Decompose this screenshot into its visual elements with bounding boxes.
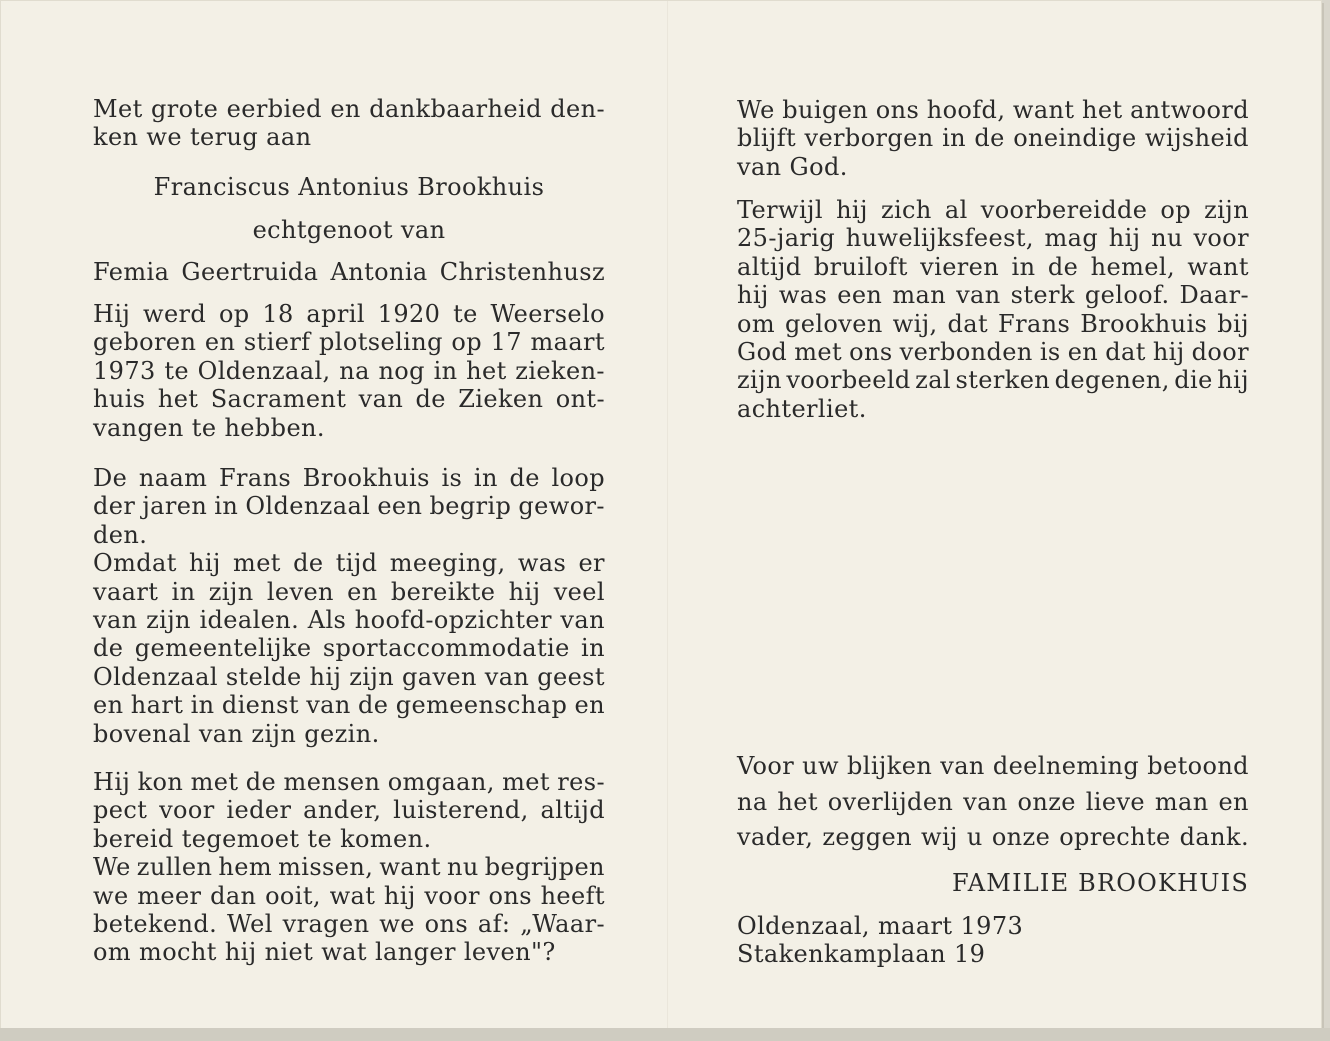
word: de xyxy=(245,768,277,796)
word: ons xyxy=(424,910,469,939)
word: meer xyxy=(137,881,202,910)
text-line xyxy=(93,328,605,356)
word: de xyxy=(93,634,124,663)
word: voor xyxy=(424,881,480,910)
text-line: bereid tegemoet te komen. xyxy=(93,824,432,853)
word: van xyxy=(963,787,1008,816)
word: hij xyxy=(1152,338,1185,367)
family-signature xyxy=(737,869,1249,897)
word: begrip xyxy=(429,492,512,521)
text-line xyxy=(737,785,1249,821)
word: zijn xyxy=(1204,196,1249,224)
word: blijft xyxy=(737,124,797,153)
text-line xyxy=(93,768,605,796)
word: op xyxy=(1160,196,1192,224)
word: hij xyxy=(309,662,342,691)
word: man xyxy=(1154,787,1209,816)
word: vragen xyxy=(282,910,370,939)
word: en xyxy=(93,691,124,720)
text-line xyxy=(93,853,605,881)
word: de xyxy=(358,691,389,720)
word: we xyxy=(93,881,129,910)
word: 1973 xyxy=(93,356,156,385)
word: met xyxy=(794,338,843,367)
address-block xyxy=(737,912,1249,969)
word: in xyxy=(942,124,966,153)
word: hart xyxy=(130,691,184,720)
word: man xyxy=(892,281,947,310)
word: degenen, xyxy=(1054,366,1170,395)
text-line xyxy=(737,310,1249,338)
word: We xyxy=(737,96,775,124)
text-line: vangen te hebben. xyxy=(93,413,325,442)
word: na xyxy=(737,787,768,816)
word: Oldenzaal xyxy=(245,492,371,521)
word: geest xyxy=(537,662,605,691)
word: zich xyxy=(880,196,932,224)
text-line xyxy=(93,549,605,577)
word: lieve xyxy=(1085,787,1146,816)
word: sportaccommodatie xyxy=(322,634,570,663)
word: pect xyxy=(93,796,148,825)
word: 1920 xyxy=(377,300,441,328)
word: Voor xyxy=(737,752,795,780)
family-signature-text: FAMILIE BROOKHUIS xyxy=(952,869,1249,897)
text-line xyxy=(737,366,1249,394)
word: altijd xyxy=(540,796,605,825)
word: in xyxy=(473,464,498,492)
word: Antonia xyxy=(330,258,428,286)
text-line xyxy=(737,253,1249,281)
word: verborgen xyxy=(804,124,934,153)
word: Omdat xyxy=(93,549,177,578)
word: van xyxy=(358,385,404,414)
word: maart xyxy=(530,328,605,357)
word: dan xyxy=(210,881,257,910)
text-line xyxy=(93,606,605,634)
word: stierf xyxy=(243,328,311,357)
word: gemeenschap xyxy=(395,691,568,720)
text-line xyxy=(93,663,605,691)
word: van xyxy=(560,606,605,635)
word: omgaan, xyxy=(387,768,495,796)
word: oprechte xyxy=(1059,823,1171,851)
text-line xyxy=(93,464,605,492)
word: Femia xyxy=(93,258,170,286)
word: het xyxy=(466,356,507,385)
word: en xyxy=(1067,338,1099,367)
text-line: van God. xyxy=(737,152,848,181)
thanks-paragraph xyxy=(737,749,1249,856)
word: was xyxy=(778,281,828,310)
word: ont- xyxy=(555,385,605,414)
word: zieken- xyxy=(515,356,605,385)
word: sterken xyxy=(955,366,1051,395)
text-line xyxy=(93,796,605,824)
word: betekend. xyxy=(93,910,218,939)
word: altijd xyxy=(737,252,802,281)
word: loop xyxy=(551,464,605,492)
word: het xyxy=(777,787,818,816)
deceased-name xyxy=(93,173,605,201)
word: nu xyxy=(446,853,479,882)
word: er xyxy=(578,549,605,578)
word: want xyxy=(1187,252,1249,281)
word: missen, xyxy=(278,853,374,882)
word: hij xyxy=(1217,366,1249,395)
card-shadow xyxy=(0,1028,1330,1041)
word: op xyxy=(218,300,250,328)
word: hij xyxy=(836,196,868,224)
word: verbonden xyxy=(899,338,1033,367)
word: Oldenzaal xyxy=(93,662,218,691)
word: nu xyxy=(1151,224,1183,253)
word: gemeentelijke xyxy=(134,634,312,663)
word: april xyxy=(306,300,365,328)
word: betoond xyxy=(1147,752,1249,780)
text-line xyxy=(737,281,1249,309)
word: hem xyxy=(218,853,273,882)
word: en xyxy=(1218,787,1249,816)
word: Brookhuis xyxy=(302,464,430,492)
word: dank. xyxy=(1179,823,1249,851)
word: we xyxy=(379,910,415,939)
word: onze xyxy=(1017,787,1076,816)
place-date: Oldenzaal, maart 1973 xyxy=(737,912,1024,940)
word: is xyxy=(441,464,463,492)
anniversary-paragraph xyxy=(737,196,1249,423)
word: zullen xyxy=(136,853,213,882)
word: stelde xyxy=(225,662,302,691)
text-line xyxy=(93,578,605,606)
word: met xyxy=(502,768,550,796)
word: u xyxy=(966,823,983,851)
word: gaven xyxy=(401,662,477,691)
word: Terwijl xyxy=(737,196,823,224)
word: overlijden xyxy=(827,787,954,816)
word: hemel, xyxy=(1090,252,1175,281)
word: in xyxy=(581,634,605,663)
word: Zieken xyxy=(458,385,544,414)
text-line xyxy=(93,910,605,938)
word: den- xyxy=(550,95,605,123)
word: te xyxy=(453,300,478,328)
word: die xyxy=(1174,366,1213,395)
text-line: ken we terug aan xyxy=(93,123,312,152)
spouse-label-text: echtgenoot van xyxy=(252,216,446,244)
word: Hij xyxy=(93,768,131,796)
word: van xyxy=(93,606,138,635)
word: onze xyxy=(991,823,1051,851)
word: Als xyxy=(307,606,347,635)
spouse-name xyxy=(93,258,605,286)
spouse-label xyxy=(93,216,605,244)
word: een xyxy=(377,492,423,521)
word: veel xyxy=(553,577,605,606)
career-paragraph xyxy=(93,464,605,748)
word: grote xyxy=(151,95,219,123)
word: ooit, xyxy=(265,881,321,910)
word: het xyxy=(1082,96,1123,124)
word: De xyxy=(93,464,128,492)
word: zijn xyxy=(208,577,254,606)
word: zijn xyxy=(737,366,782,395)
word: op xyxy=(451,328,483,357)
word: af: xyxy=(477,910,511,939)
word: meeging, xyxy=(389,549,506,578)
word: door xyxy=(1191,338,1249,367)
word: in xyxy=(190,691,215,720)
word: de xyxy=(509,464,540,492)
word: vaart xyxy=(93,577,159,606)
word: van xyxy=(956,281,1001,310)
word: is xyxy=(1039,338,1061,367)
word: eerbied xyxy=(226,95,322,123)
text-line xyxy=(93,357,605,385)
word: na xyxy=(339,356,370,385)
word: in xyxy=(214,492,239,521)
word: plotseling xyxy=(319,328,443,357)
word: wij, xyxy=(892,309,938,338)
text-line xyxy=(93,634,605,662)
word: want xyxy=(379,853,441,882)
word: en xyxy=(204,328,236,357)
word: met xyxy=(233,549,281,578)
word: tijd xyxy=(335,549,378,578)
word: 17 xyxy=(490,328,522,357)
word: dat xyxy=(1105,338,1146,367)
word: hij xyxy=(383,881,416,910)
text-line xyxy=(93,691,605,719)
word: was xyxy=(517,549,567,578)
word: en xyxy=(574,691,605,720)
word: bruiloft xyxy=(813,252,908,281)
word: deelneming xyxy=(992,752,1140,780)
word: ons xyxy=(849,338,893,367)
word: hij xyxy=(1108,224,1141,253)
word: zeggen xyxy=(822,823,912,851)
word: van xyxy=(306,691,351,720)
intro-paragraph xyxy=(93,95,605,152)
word: bij xyxy=(1217,309,1249,338)
text-line xyxy=(737,338,1249,366)
word: 18 xyxy=(262,300,294,328)
word: blijken xyxy=(847,752,933,780)
word: met xyxy=(190,768,239,796)
word: leven xyxy=(266,577,334,606)
word: Geertruida xyxy=(181,258,319,286)
text-line: om mocht hij niet wat langer leven"? xyxy=(93,938,556,967)
word: ons xyxy=(875,96,920,124)
word: Oldenzaal, xyxy=(197,356,331,385)
text-line xyxy=(93,492,605,520)
word: geboren xyxy=(93,328,197,357)
word: heeft xyxy=(540,881,605,910)
word: kon xyxy=(137,768,184,796)
word: buigen xyxy=(782,96,869,124)
word: naam xyxy=(138,464,208,492)
word: ieder xyxy=(226,796,292,825)
word: om xyxy=(737,309,776,338)
text-line xyxy=(93,882,605,910)
text-line xyxy=(93,95,605,123)
word: vieren xyxy=(920,252,1000,281)
word: Wel xyxy=(227,910,273,939)
word: geloof. xyxy=(1084,281,1170,310)
word: en xyxy=(347,577,378,606)
text-line xyxy=(737,196,1249,224)
word: werd xyxy=(143,300,207,328)
word: want xyxy=(1012,96,1075,124)
text-line xyxy=(93,300,605,328)
word: voorbereidde xyxy=(980,196,1148,224)
text-line: den. xyxy=(93,520,148,549)
word: sterk xyxy=(1010,281,1075,310)
card-fold xyxy=(667,1,669,1029)
word: in xyxy=(433,356,458,385)
character-paragraph xyxy=(93,768,605,967)
word: mag xyxy=(1044,224,1099,253)
word: in xyxy=(1011,252,1036,281)
word: voorbeeld xyxy=(786,366,911,395)
word: van xyxy=(940,752,985,780)
word: van xyxy=(484,662,530,691)
word: Christenhusz xyxy=(439,258,605,286)
text-line xyxy=(737,96,1249,124)
text-line xyxy=(737,224,1249,252)
word: hij xyxy=(737,281,769,310)
word: Weerselo xyxy=(490,300,605,328)
word: zal xyxy=(915,366,952,395)
word: Sacrament xyxy=(210,385,347,414)
word: gewor- xyxy=(518,492,605,521)
word: voor xyxy=(159,796,215,825)
word: dienst xyxy=(221,691,299,720)
word: mensen xyxy=(283,768,381,796)
word: het xyxy=(157,385,199,414)
word: 25-jarig xyxy=(737,224,836,253)
word: begrijpen xyxy=(484,853,605,882)
text-line xyxy=(737,749,1249,785)
word: nog xyxy=(378,356,425,385)
word: de xyxy=(415,385,446,414)
word: antwoord xyxy=(1130,96,1249,124)
word: huwelijksfeest, xyxy=(845,224,1034,253)
birth-paragraph xyxy=(93,300,605,442)
word: hoofd, xyxy=(926,96,1006,124)
text-line xyxy=(93,385,605,413)
word: de xyxy=(293,549,324,578)
word: Brookhuis xyxy=(1080,309,1208,338)
word: geloven xyxy=(784,309,883,338)
word: jaren xyxy=(142,492,208,521)
text-line xyxy=(737,820,1249,856)
faith-paragraph xyxy=(737,96,1249,181)
word: dat xyxy=(947,309,989,338)
word: Frans xyxy=(998,309,1071,338)
word: en xyxy=(330,95,361,123)
word: de xyxy=(974,124,1005,153)
word: huis xyxy=(93,385,146,414)
word: der xyxy=(93,492,136,521)
word: bereikte xyxy=(390,577,496,606)
word: „Waar- xyxy=(520,910,605,939)
word: hij xyxy=(508,577,541,606)
word: res- xyxy=(557,768,605,796)
word: ander, xyxy=(303,796,382,825)
word: vader, xyxy=(737,823,814,851)
word: voor xyxy=(1193,224,1249,253)
word: te xyxy=(164,356,189,385)
word: ons xyxy=(488,881,532,910)
word: wij xyxy=(921,823,958,851)
word: Frans xyxy=(218,464,292,492)
word: een xyxy=(837,281,883,310)
text-line xyxy=(737,124,1249,152)
word: hij xyxy=(189,549,221,578)
word: Daar- xyxy=(1179,281,1249,310)
word: hoofd-opzichter xyxy=(354,606,552,635)
spouse-name-text xyxy=(93,258,605,286)
text-line: bovenal van zijn gezin. xyxy=(93,719,380,748)
text-line: achterliet. xyxy=(737,394,867,423)
word: zijn xyxy=(146,606,191,635)
word: de xyxy=(1047,252,1079,281)
word: idealen. xyxy=(199,606,300,635)
street-address: Stakenkamplaan 19 xyxy=(737,940,986,969)
word: wat xyxy=(329,881,376,910)
word: Hij xyxy=(93,300,131,328)
word: dankbaarheid xyxy=(369,95,542,123)
word: al xyxy=(944,196,968,224)
word: zijn xyxy=(349,662,395,691)
word: luisterend, xyxy=(393,796,529,825)
word: uw xyxy=(802,752,839,780)
word: wijsheid xyxy=(1145,124,1249,153)
word: in xyxy=(171,577,196,606)
word: God xyxy=(737,338,788,367)
word: Met xyxy=(93,95,143,123)
word: We xyxy=(93,853,131,882)
word: oneindige xyxy=(1013,124,1137,153)
deceased-name-text: Franciscus Antonius Brookhuis xyxy=(153,173,545,201)
